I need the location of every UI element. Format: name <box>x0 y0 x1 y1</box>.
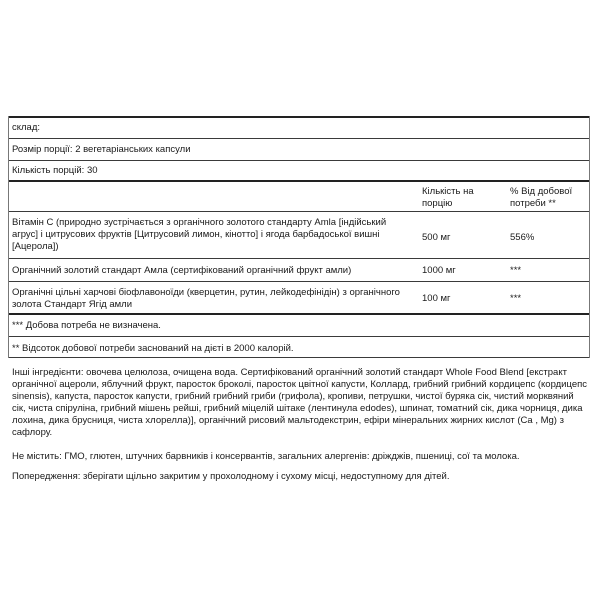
nutrient-amount: 500 мг <box>422 232 451 243</box>
divider <box>8 258 590 259</box>
footnote-daily-value: ** Відсоток добової потреби заснований на дієті в 2000 калорій. <box>12 343 294 354</box>
bottom-border <box>8 357 590 358</box>
divider <box>8 160 590 161</box>
allergen-statement: Не містить: ГМО, глютен, штучних барвників і консервантів, загальних алергенів: дріжджів, пшениці, сої та молока. <box>12 451 520 462</box>
nutrient-dv: *** <box>510 265 522 276</box>
nutrient-amount: 1000 мг <box>422 265 456 276</box>
amount-column-header: Кількість на порцію <box>422 186 474 209</box>
serving-size: Розмір порції: 2 вегетаріанських капсули <box>12 144 191 155</box>
servings-per-container: Кількість порцій: 30 <box>12 165 98 176</box>
warning-statement: Попередження: зберігати щільно закритим у прохолодному і сухому місці, недоступному для дітей. <box>12 471 450 482</box>
box-border-left <box>8 116 9 358</box>
nutrient-dv: *** <box>510 293 522 304</box>
box-border-right <box>589 116 590 358</box>
divider <box>8 211 590 212</box>
divider <box>8 180 590 182</box>
other-ingredients: Інші інгредієнти: овочева целюлоза, очищена вода. Сертифікований органічний золотий стандарт Whole Food Blend [екстракт органічної ацероли, яблучний фрукт, паросток броколі, паросток цвітної капусти, Коллард, грибний грибний кордицепс (кордицепс sinensis), капуста, паросток капусти, грибний грибний гриби (грифола), кропиви, петрушки, чистої буряка сік, чистий морквяний сік, чиста спіруліна, грибний мішень рейші, грибний міцелій шітаке (лентинула edodes), шпинат, томатний сік, дика чорниця, дика лохина, дика брусниця, чиста хлорелла)], органічний рисовий мальтодекстрин, ефіри мінеральних жирних кислот (Ca , Mg) з сафлору. <box>12 367 587 438</box>
nutrient-amount: 100 мг <box>422 293 451 304</box>
nutrient-dv: 556% <box>510 232 535 243</box>
divider <box>8 281 590 282</box>
composition-label: склад: <box>12 122 41 133</box>
top-border <box>8 116 590 118</box>
divider <box>8 336 590 337</box>
nutrient-name: Органічні цільні харчові біофлавоноїди (кверцетин, рутин, лейкодефінідін) з органічного золота Стандарт Ягід амли <box>12 287 400 310</box>
divider <box>8 138 590 139</box>
divider <box>8 313 590 315</box>
nutrient-name: Вітамін С (природно зустрічається з органічного золотого стандарту Amla [індійський агрус] і цитрусових фруктів [Цитрусовий лимон, кінотто] і ягода барбадоської вишні [Ацерола]) <box>12 217 387 252</box>
nutrient-name: Органічний золотий стандарт Амла (сертифікований органічний фрукт амли) <box>12 265 352 276</box>
footnote-not-established: *** Добова потреба не визначена. <box>12 320 161 331</box>
dv-column-header: % Від добової потреби ** <box>510 186 573 209</box>
